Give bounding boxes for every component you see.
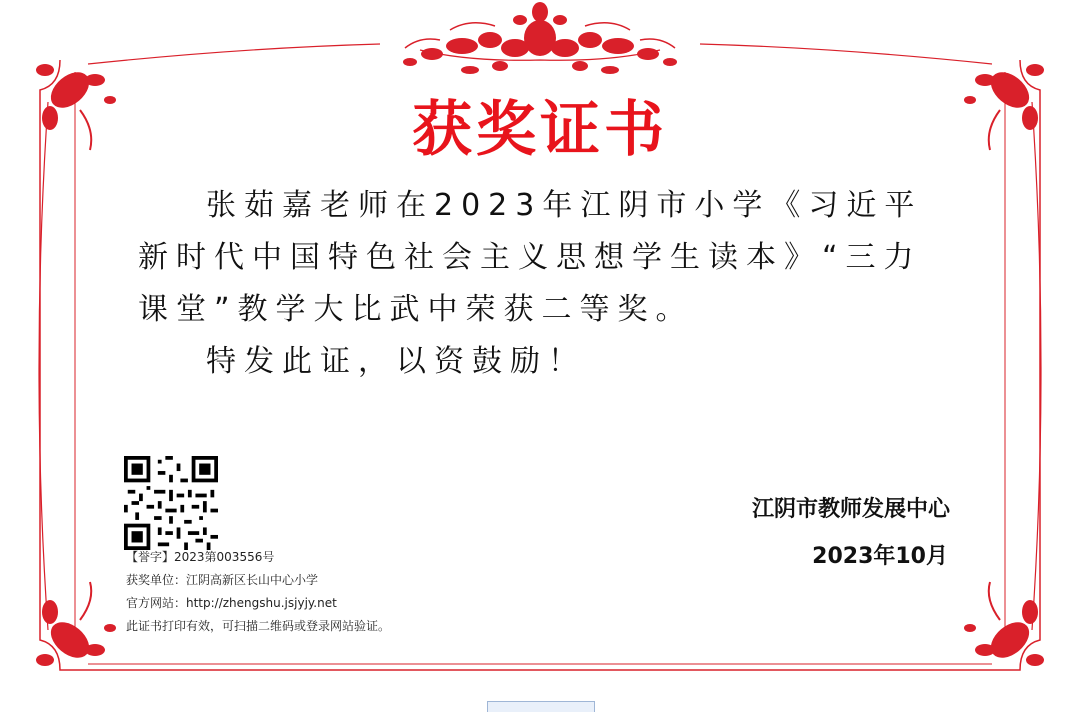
top-floral-ornament: [403, 2, 677, 74]
certificate-meta: [126, 546, 390, 638]
award-unit: 获奖单位：江阴高新区长山中心小学: [126, 573, 319, 587]
verification-note: 此证书打印有效，可扫描二维码或登录网站验证。: [126, 619, 391, 633]
official-website: 官方网站：http://zhengshu.jsjyjy.net: [126, 596, 337, 610]
serial-number: 【誉字】2023第003556号: [126, 550, 275, 564]
issuer: 江阴市教师发展中心: [751, 497, 950, 522]
issue-date: 2023年10月: [812, 544, 948, 569]
closing-statement: 特发此证，以资鼓励！: [206, 344, 586, 379]
bottom-tab-handle[interactable]: [487, 701, 595, 712]
qr-code-icon[interactable]: [124, 456, 218, 550]
certificate-title: 获奖证书: [412, 95, 668, 165]
certificate-body: [138, 180, 948, 388]
award-statement: 张茹嘉老师在2023年江阴市小学《习近平新时代中国特色社会主义思想学生读本》“三力课堂”教学大比武中荣获二等奖。: [138, 188, 923, 327]
